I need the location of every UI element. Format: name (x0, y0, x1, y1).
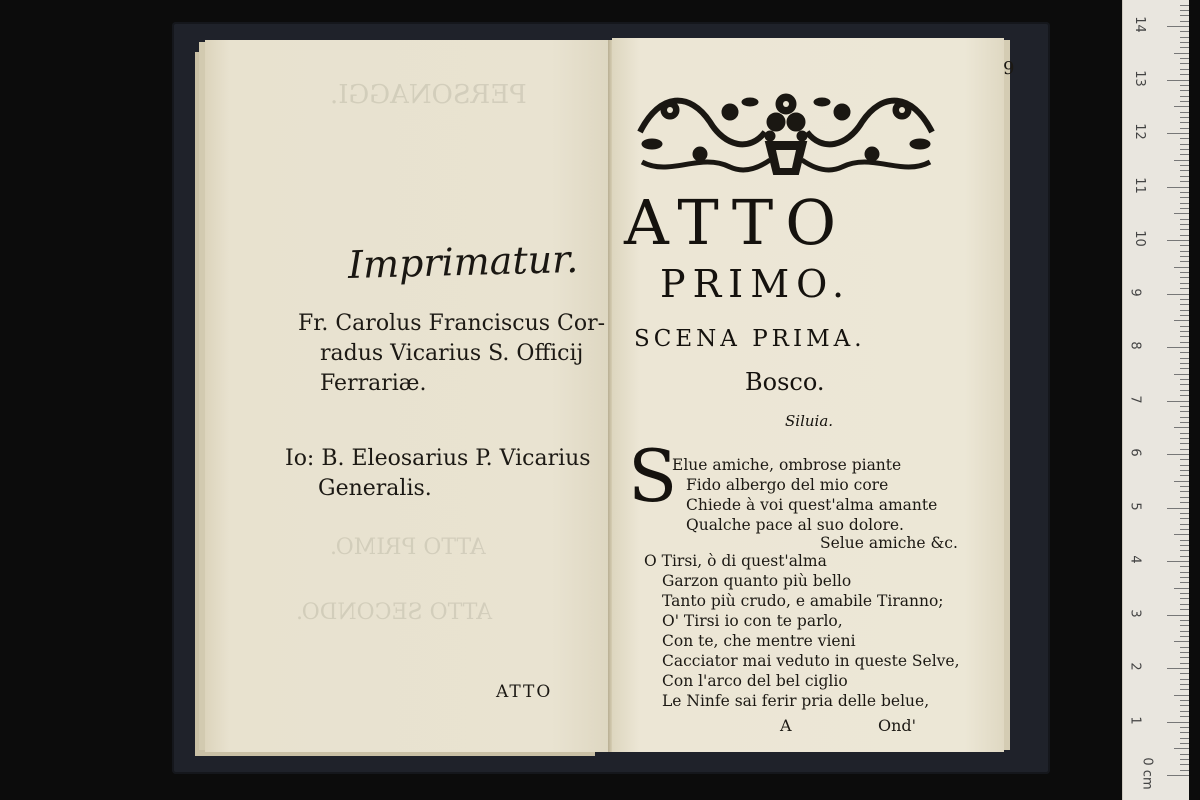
ruler-tick (1180, 705, 1189, 706)
left-line-4: Io: B. Eleosarius P. Vicarius (285, 446, 591, 471)
ruler-tick (1180, 85, 1189, 86)
ruler-label: 13 (1131, 69, 1147, 87)
ruler-tick (1180, 74, 1189, 75)
ruler-tick (1180, 438, 1189, 439)
ruler-tick (1180, 229, 1189, 230)
ruler-tick (1180, 310, 1189, 311)
ruler-tick (1180, 411, 1189, 412)
left-line-5: Generalis. (318, 476, 432, 501)
ruler-tick (1180, 459, 1189, 460)
ruler-label: 1 (1127, 715, 1143, 725)
ruler-label: 5 (1127, 501, 1143, 511)
ruler-tick (1180, 144, 1189, 145)
ruler-tick (1167, 561, 1189, 562)
page-mark: 9 (1003, 58, 1015, 79)
ruler-tick (1174, 695, 1189, 696)
verse-line-11: Cacciator mai veduto in queste Selve, (662, 652, 960, 670)
measuring-ruler (1122, 0, 1189, 800)
ruler-tick (1180, 58, 1189, 59)
ruler-tick (1180, 170, 1189, 171)
ruler-tick (1180, 117, 1189, 118)
ruler-tick (1167, 615, 1189, 616)
act-number-heading: PRIMO. (660, 262, 852, 306)
ruler-tick (1180, 283, 1189, 284)
ruler-tick (1180, 518, 1189, 519)
ruler-tick (1180, 342, 1189, 343)
ruler-tick (1180, 304, 1189, 305)
ruler-tick (1180, 625, 1189, 626)
ruler-tick (1167, 401, 1189, 402)
ruler-label: 14 (1131, 16, 1147, 33)
verse-line-9: O' Tirsi io con te parlo, (662, 612, 843, 630)
ruler-tick (1180, 128, 1189, 129)
ruler-tick (1174, 267, 1189, 268)
ruler-tick (1180, 743, 1189, 744)
ruler-tick (1180, 689, 1189, 690)
left-line-3: Ferrariæ. (320, 371, 427, 396)
ruler-tick (1180, 545, 1189, 546)
ruler-tick (1180, 272, 1189, 273)
verse-line-6: O Tirsi, ò di quest'alma (644, 552, 827, 570)
ruler-tick (1180, 245, 1189, 246)
ruler-tick (1180, 524, 1189, 525)
imprimatur-heading: Imprimatur. (347, 236, 579, 288)
ruler-tick (1167, 133, 1189, 134)
ruler-label: 8 (1127, 341, 1143, 350)
ruler-tick (1180, 235, 1189, 236)
ruler-tick (1180, 47, 1189, 48)
ruler-tick (1180, 449, 1189, 450)
ruler-tick (1174, 588, 1189, 589)
ruler-tick (1180, 502, 1189, 503)
ruler-tick (1180, 90, 1189, 91)
ruler-tick (1180, 598, 1189, 599)
ruler-tick (1180, 352, 1189, 353)
ruler-tick (1180, 433, 1189, 434)
ruler-tick (1167, 80, 1189, 81)
ruler-tick (1174, 160, 1189, 161)
ruler-tick (1167, 294, 1189, 295)
ruler-tick (1180, 684, 1189, 685)
ruler-tick (1180, 673, 1189, 674)
ruler-tick (1174, 53, 1189, 54)
ruler-tick (1180, 149, 1189, 150)
ruler-tick (1180, 550, 1189, 551)
ruler-tick (1180, 15, 1189, 16)
ruler-tick (1180, 261, 1189, 262)
verse-line-4: Qualche pace al suo dolore. (686, 516, 904, 534)
ruler-tick (1180, 711, 1189, 712)
ruler-label: 6 (1127, 448, 1143, 457)
ruler-tick (1180, 42, 1189, 43)
ruler-tick (1180, 299, 1189, 300)
ruler-tick (1180, 181, 1189, 182)
ruler-tick (1180, 208, 1189, 209)
ruler-label: 0 cm (1139, 757, 1155, 790)
ruler-tick (1180, 165, 1189, 166)
ruler-tick (1180, 10, 1189, 11)
ruler-tick (1180, 224, 1189, 225)
verse-line-8: Tanto più crudo, e amabile Tiranno; (662, 592, 944, 610)
ruler-tick (1180, 326, 1189, 327)
ruler-tick (1180, 379, 1189, 380)
ruler-label: 10 (1131, 230, 1147, 247)
ruler-tick (1180, 647, 1189, 648)
ruler-tick (1180, 21, 1189, 22)
right-catchword: Ond' (878, 716, 917, 735)
ruler-tick (1167, 347, 1189, 348)
ruler-tick (1180, 738, 1189, 739)
scene-heading: SCENA PRIMA. (634, 326, 866, 352)
verse-line-2: Fido albergo del mio core (686, 476, 889, 494)
ruler-tick (1180, 754, 1189, 755)
ruler-label: 11 (1131, 176, 1147, 194)
ruler-tick (1180, 443, 1189, 444)
ruler-label: 7 (1127, 394, 1143, 404)
ruler-tick (1180, 513, 1189, 514)
act-heading: ATTO (624, 186, 849, 259)
ruler-tick (1180, 577, 1189, 578)
ruler-tick (1180, 770, 1189, 771)
ruler-tick (1167, 508, 1189, 509)
ruler-tick (1180, 582, 1189, 583)
ruler-tick (1167, 187, 1189, 188)
ruler-tick (1180, 363, 1189, 364)
ruler-tick (1180, 497, 1189, 498)
ruler-tick (1174, 374, 1189, 375)
ruler-tick (1174, 213, 1189, 214)
bleed-through-atto-secondo: ATTO SECONDO. (296, 600, 493, 625)
ruler-tick (1180, 679, 1189, 680)
verse-line-7: Garzon quanto più bello (662, 572, 852, 590)
ruler-tick (1174, 320, 1189, 321)
ruler-tick (1180, 540, 1189, 541)
ruler-tick (1180, 727, 1189, 728)
ruler-tick (1180, 112, 1189, 113)
ruler-tick (1180, 154, 1189, 155)
ruler-tick (1180, 63, 1189, 64)
ruler-tick (1180, 315, 1189, 316)
ruler-tick (1180, 251, 1189, 252)
ruler-tick (1180, 192, 1189, 193)
bleed-through-personaggi: PERSONAGGI. (330, 80, 527, 110)
left-catchword: ATTO (496, 682, 553, 702)
ruler-tick (1180, 470, 1189, 471)
drop-cap: S (628, 434, 678, 518)
ruler-tick (1180, 529, 1189, 530)
ruler-tick (1180, 336, 1189, 337)
ruler-tick (1180, 101, 1189, 102)
ruler-tick (1180, 395, 1189, 396)
ruler-tick (1180, 390, 1189, 391)
ruler-tick (1180, 256, 1189, 257)
ruler-tick (1180, 277, 1189, 278)
ruler-tick (1180, 657, 1189, 658)
ruler-tick (1174, 106, 1189, 107)
ruler-tick (1180, 5, 1189, 6)
ruler-tick (1180, 219, 1189, 220)
scene-setting: Bosco. (745, 368, 825, 396)
ruler-label: 12 (1131, 123, 1147, 140)
ruler-tick (1167, 775, 1189, 776)
verse-line-10: Con te, che mentre vieni (662, 632, 856, 650)
ruler-tick (1167, 26, 1189, 27)
ruler-tick (1180, 358, 1189, 359)
speaker-name: Siluia. (785, 412, 834, 430)
ruler-tick (1180, 604, 1189, 605)
ruler-tick (1180, 288, 1189, 289)
ruler-tick (1180, 417, 1189, 418)
ruler-tick (1167, 454, 1189, 455)
verse-line-12: Con l'arco del bel ciglio (662, 672, 848, 690)
ruler-tick (1180, 572, 1189, 573)
ruler-label: 4 (1127, 555, 1143, 564)
ruler-tick (1180, 384, 1189, 385)
ruler-tick (1174, 427, 1189, 428)
bleed-through-atto-primo: ATTO PRIMO. (330, 535, 486, 560)
ruler-tick (1180, 406, 1189, 407)
ruler-tick (1180, 732, 1189, 733)
ruler-tick (1180, 486, 1189, 487)
ruler-tick (1180, 593, 1189, 594)
ruler-tick (1180, 631, 1189, 632)
ruler-tick (1180, 197, 1189, 198)
ruler-tick (1180, 620, 1189, 621)
ruler-tick (1180, 138, 1189, 139)
ruler-tick (1180, 759, 1189, 760)
ruler-tick (1180, 176, 1189, 177)
ruler-tick (1180, 331, 1189, 332)
ruler-tick (1180, 491, 1189, 492)
verse-line-5: Selue amiche &c. (820, 534, 958, 552)
ruler-tick (1180, 422, 1189, 423)
ruler-tick (1180, 122, 1189, 123)
floral-headpiece-ornament (630, 82, 942, 182)
ruler-tick (1180, 31, 1189, 32)
ruler-tick (1180, 700, 1189, 701)
ruler-tick (1180, 37, 1189, 38)
ruler-tick (1174, 481, 1189, 482)
ruler-tick (1180, 663, 1189, 664)
ruler-tick (1174, 641, 1189, 642)
verse-line-3: Chiede à voi quest'alma amante (686, 496, 938, 514)
ruler-tick (1180, 636, 1189, 637)
signature-mark: A (780, 716, 792, 735)
ruler-tick (1167, 240, 1189, 241)
left-line-1: Fr. Carolus Franciscus Cor- (298, 311, 606, 336)
ruler-tick (1180, 566, 1189, 567)
ruler-tick (1180, 652, 1189, 653)
ruler-tick (1180, 475, 1189, 476)
verse-line-1: Elue amiche, ombrose piante (672, 456, 902, 474)
ruler-tick (1180, 716, 1189, 717)
ruler-tick (1174, 534, 1189, 535)
ruler-tick (1180, 764, 1189, 765)
left-line-2: radus Vicarius S. Officij (320, 341, 584, 366)
ruler-label: 3 (1127, 608, 1143, 618)
ruler-label: 9 (1127, 287, 1143, 297)
ruler-tick (1180, 465, 1189, 466)
ruler-tick (1180, 69, 1189, 70)
ruler-tick (1167, 668, 1189, 669)
ruler-tick (1180, 203, 1189, 204)
verse-line-13: Le Ninfe sai ferir pria delle belue, (662, 692, 930, 710)
ruler-tick (1180, 609, 1189, 610)
ruler-tick (1180, 96, 1189, 97)
ruler-tick (1180, 556, 1189, 557)
ruler-tick (1167, 722, 1189, 723)
ruler-label: 2 (1127, 662, 1143, 671)
ruler-tick (1174, 748, 1189, 749)
ruler-tick (1180, 368, 1189, 369)
